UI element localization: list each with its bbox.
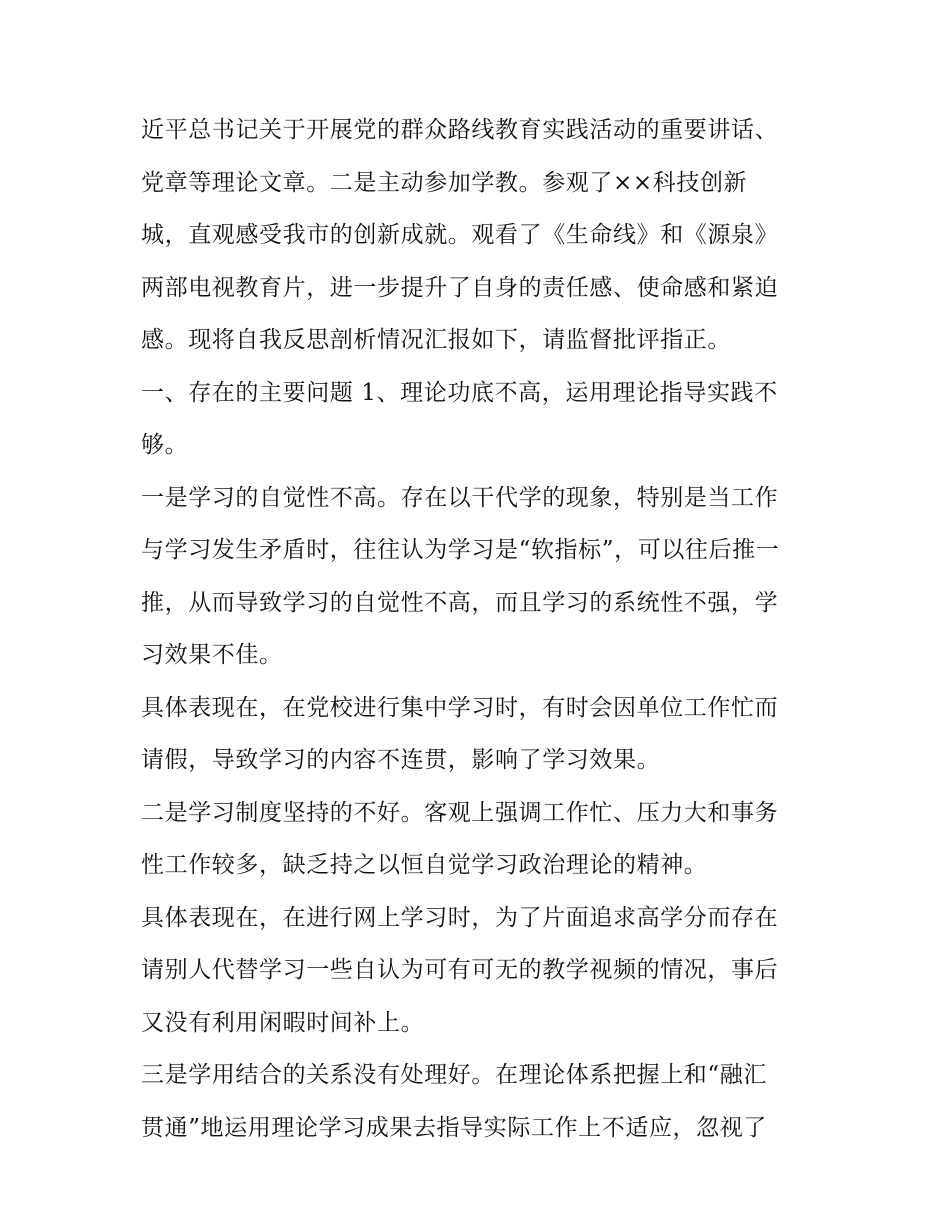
paragraph-section-heading: 一、存在的主要问题 1、理论功底不高，运用理论指导实践不 够。 <box>141 379 778 458</box>
document-body <box>141 104 821 1154</box>
paragraph-point-two-detail: 具体表现在，在进行网上学习时，为了片面追求高学分而存在 请别人代替学习一些自认为可有可无的教学视频的情况，事后 又没有利用闲暇时间补上。 <box>141 904 779 1036</box>
paragraph-intro: 近平总书记关于开展党的群众路线教育实践活动的重要讲话、 党章等理论文章。二是主动参加学教。参观了××科技创新 城，直观感受我市的创新成就。观看了《生命线》和《源泉》 两部电视教育片，进一步提升了自身的责任感、使命感和紧迫 感。现将自我反思剖析情况汇报如下，请监督批评指正。 <box>141 117 779 353</box>
paragraph-point-three: 三是学用结合的关系没有处理好。在理论体系把握上和“融汇 贯通”地运用理论学习成果去指导实际工作上不适应，忽视了 <box>141 1062 767 1141</box>
paragraph-point-one: 一是学习的自觉性不高。存在以干代学的现象，特别是当工作 与学习发生矛盾时，往往认为学习是“软指标”，可以往后推一 推，从而导致学习的自觉性不高，而且学习的系统性不强，学 习效果不佳。 <box>141 484 780 668</box>
paragraph-point-two: 二是学习制度坚持的不好。客观上强调工作忙、压力大和事务 性工作较多，缺乏持之以恒自觉学习政治理论的精神。 <box>141 799 779 878</box>
paragraph-point-one-detail: 具体表现在，在党校进行集中学习时，有时会因单位工作忙而 请假，导致学习的内容不连贯，影响了学习效果。 <box>141 694 779 773</box>
